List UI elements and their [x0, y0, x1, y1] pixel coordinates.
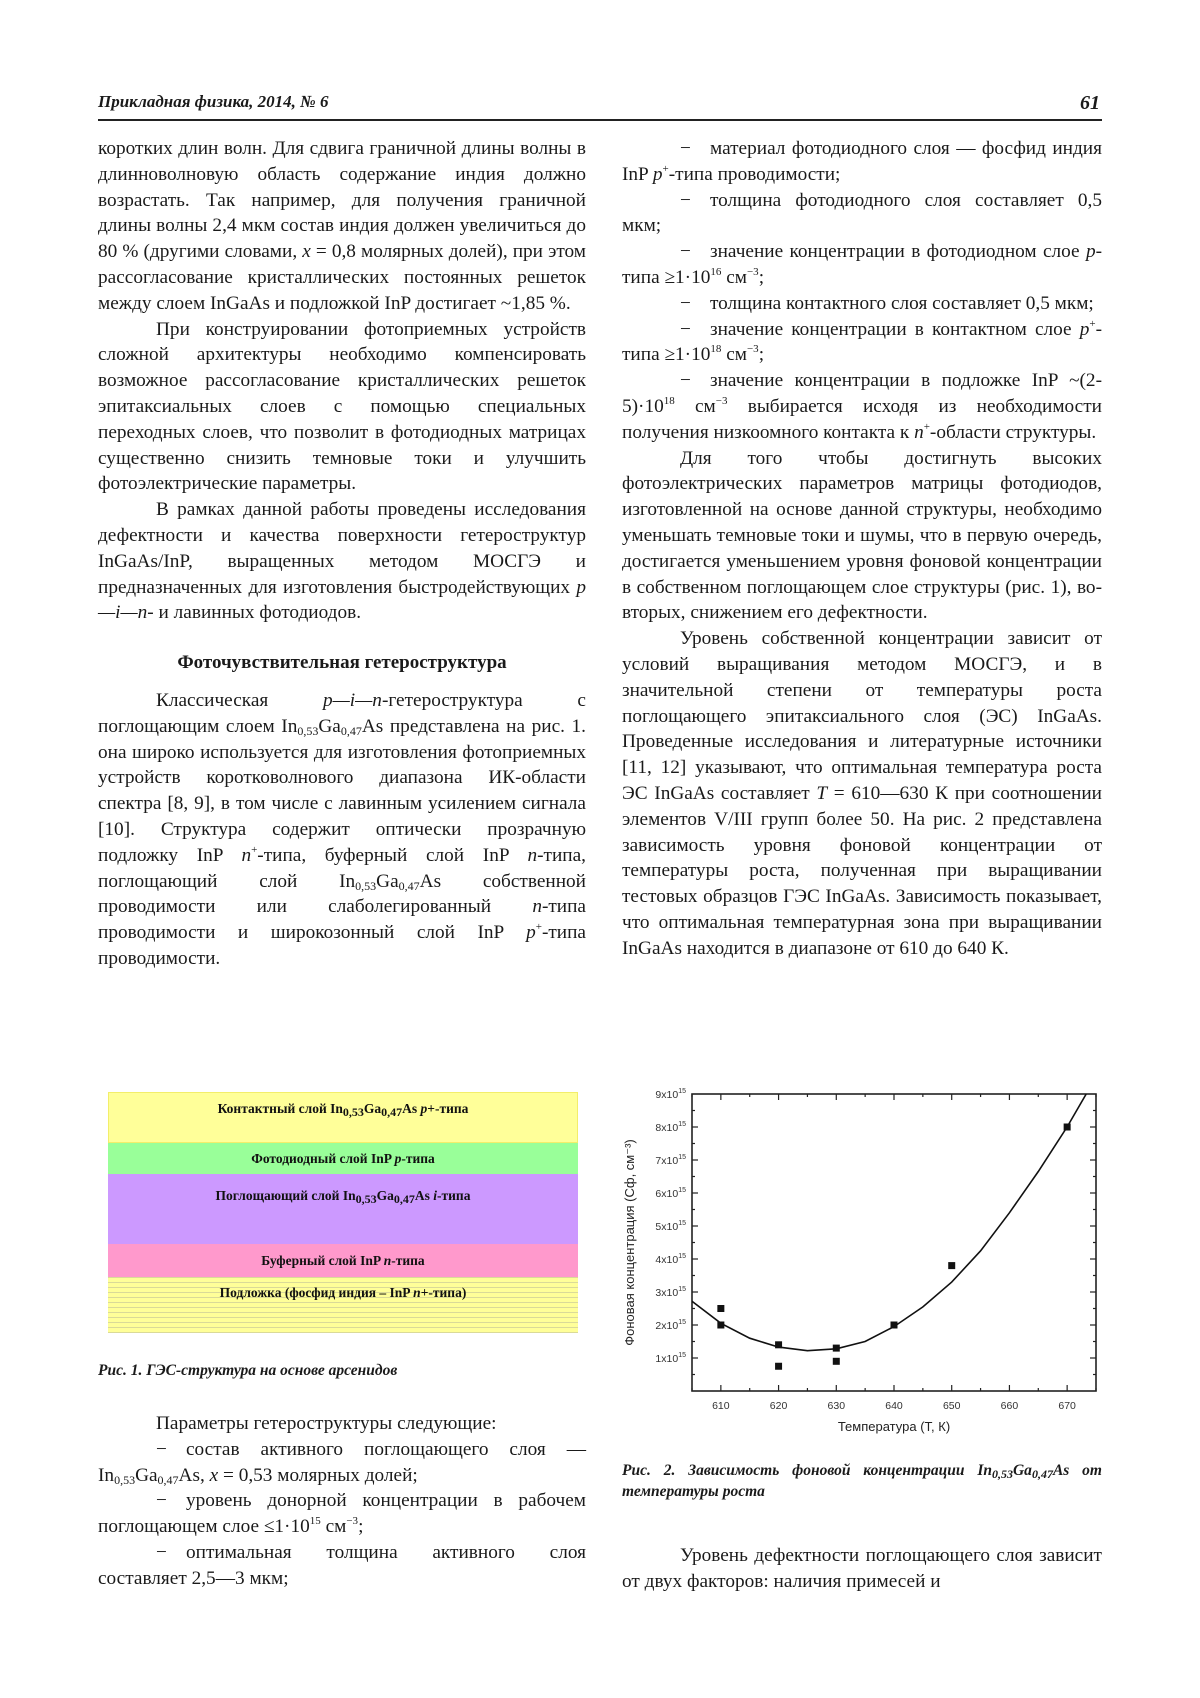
paragraph: Для того чтобы достигнуть высоких фотоэлектрических параметров матрицы фотодиодов, изготовленной на основе данной структуры, необходимо уменьшать темновые токи и шумы, что в первую очередь, достигается уменьшением уровня фоновой концентрации в собственном поглощающем слое структуры (рис. 1), во-вторых, снижением его дефектности.: [622, 447, 1102, 624]
x-tick-label: 610: [712, 1400, 730, 1412]
data-point: [717, 1305, 724, 1312]
layer-absorbing: Поглощающий слой $In_{0,53}Ga_{0,47}As$ i-типа: [108, 1174, 578, 1244]
data-point: [833, 1345, 840, 1352]
y-tick-label: $2x10^{15}$: [655, 1319, 686, 1332]
left-column: [98, 136, 586, 972]
page-number: 61: [1080, 92, 1100, 114]
y-tick-label: $3x10^{15}$: [655, 1286, 686, 1299]
data-point: [948, 1262, 955, 1269]
paragraph: При конструировании фотоприемных устройств сложной архитектуры необходимо компенсировать возможное рассогласование кристаллических решеток эпитаксиальных слоев с помощью специальных переходных слоев, что позволит в фотодиодных матрицах существенно снизить темновые токи и улучшить фотоэлектрические параметры.: [98, 318, 586, 495]
data-point: [717, 1322, 724, 1329]
data-point: [833, 1358, 840, 1365]
figure-2-chart: [600, 1080, 1120, 1440]
list-item: − уровень донорной концентрации в рабочем поглощающем слое $\le 1\cdot 10^{15}$ $см^{-3}$;: [98, 1490, 586, 1538]
fit-curve: [692, 1094, 1086, 1351]
y-tick-label: $7x10^{15}$: [655, 1154, 686, 1167]
layer-buffer: Буферный слой InP n-типа: [108, 1244, 578, 1277]
right-column: [622, 136, 1102, 962]
paragraph: Уровень дефектности поглощающего слоя зависит от двух факторов: наличия примесей и: [622, 1545, 1102, 1592]
scatter-plot: [600, 1080, 1120, 1440]
x-tick-label: 660: [1000, 1400, 1019, 1412]
y-axis-label: Фоновая концентрация (Cф, см⁻³): [622, 1139, 637, 1346]
x-tick-label: 670: [1058, 1400, 1076, 1412]
x-axis-label: Температура (T, К): [837, 1419, 951, 1434]
list-item: − толщина контактного слоя составляет 0,5 мкм;: [680, 292, 1094, 314]
right-column-bottom: [622, 1543, 1102, 1595]
x-tick-label: 640: [885, 1400, 903, 1412]
figure-1-layer-diagram: [108, 1092, 578, 1333]
layer-contact: Контактный слой $In_{0,53}Ga_{0,47}As$ p+-типа: [108, 1092, 578, 1143]
data-point: [775, 1341, 782, 1348]
parameters-list: [98, 1411, 586, 1592]
journal-title: Прикладная физика, 2014, № 6: [98, 92, 329, 111]
paragraph: коротких длин волн. Для сдвига граничной длины волны в длинноволновую область содержание индия должно возрастать. Так например, для получения граничной длины волны 2,4 мкм состав индия должен увеличиться до 80 % (другими словами, x = 0,8 молярных долей), при этом рассогласование кристаллических постоянных решеток между слоем InGaAs и подложкой InP достигает ~1,85 %.: [98, 138, 586, 314]
layer-substrate: Подложка (фосфид индия – InP n+-типа): [108, 1277, 578, 1333]
paragraph: Уровень собственной концентрации зависит от условий выращивания методом МОСГЭ, и в значительной степени от температуры роста поглощающего эпитаксиального слоя (ЭС) InGaAs. Проведенные исследования и литературные источники [11, 12] указывают, что оптимальная температура роста ЭС InGaAs составляет T = 610—630 К при соотношении элементов V/III групп более 50. На рис. 2 представлена зависимость уровня фоновой концентрации от температуры роста, полученная при выращивании тестовых образцов ГЭС InGaAs. Зависимость показывает, что оптимальная температурная зона при выращивании InGaAs находится в диапазоне от 610 до 640 К.: [622, 628, 1102, 959]
paragraph: Классическая p—i—n-гетероструктура с поглощающим слоем $In_{0,53}Ga_{0,47}As$ представлена на рис. 1. она широко используется для изготовления фотоприемных устройств коротковолнового диапазона ИК-области спектра [8, 9], в том числе с лавинным усилением сигнала [10]. Структура содержит оптически прозрачную подложку InP n+-типа, буферный слой InP n-типа, поглощающий слой $In_{0,53}Ga_{0,47}As$ собственной проводимости или слаболегированный n-типа проводимости и широкозонный слой InP p+-типа проводимости.: [98, 689, 587, 969]
paragraph: В рамках данной работы проведены исследования дефектности и качества поверхности гетероструктур InGaAs/InP, выращенных методом МОСГЭ и предназначенных для изготовления быстродействующих p—i—n- и лавинных фотодиодов.: [98, 499, 586, 624]
list-item: − оптимальная толщина активного слоя составляет 2,5—3 мкм;: [98, 1541, 586, 1589]
list-item: − значение концентрации в контактном слое p+-типа $\ge 1\cdot 10^{18}$ $см^{-3}$;: [622, 317, 1102, 366]
x-tick-label: 620: [769, 1400, 788, 1412]
figure-1-caption: Рис. 1. ГЭС-структура на основе арсенидов: [98, 1362, 398, 1379]
y-tick-label: $9x10^{15}$: [655, 1088, 686, 1101]
figure-2-caption: Рис. 2. Зависимость фоновой концентрации $In_{0,53}Ga_{0,47}As$ от температуры роста: [622, 1462, 1102, 1500]
data-point: [891, 1322, 898, 1329]
header-rule: [98, 119, 1102, 121]
list-item: − толщина фотодиодного слоя составляет 0,5 мкм;: [622, 189, 1102, 237]
list-item: − материал фотодиодного слоя — фосфид индия InP p+-типа проводимости;: [622, 138, 1102, 185]
y-tick-label: $8x10^{15}$: [655, 1121, 686, 1134]
y-tick-label: $1x10^{15}$: [655, 1352, 686, 1365]
plot-frame: [692, 1094, 1096, 1391]
y-tick-label: $6x10^{15}$: [655, 1187, 686, 1200]
list-item: − состав активного поглощающего слоя — $In_{0,53}Ga_{0,47}As$, x = 0,53 молярных долей;: [98, 1438, 586, 1487]
data-point: [775, 1363, 782, 1370]
data-point: [1064, 1124, 1071, 1131]
running-header: [98, 92, 1100, 118]
y-tick-label: $4x10^{15}$: [655, 1253, 686, 1266]
list-item: − значение концентрации в фотодиодном слое p-типа $\ge 1\cdot 10^{16}$ $см^{-3}$;: [622, 241, 1102, 288]
section-heading: Фоточувствительная гетероструктура: [177, 652, 507, 674]
x-tick-label: 650: [942, 1400, 961, 1412]
layer-photodiode: Фотодиодный слой InP p-типа: [108, 1143, 578, 1174]
list-intro: Параметры гетероструктуры следующие:: [156, 1413, 497, 1434]
y-tick-label: $5x10^{15}$: [655, 1220, 686, 1233]
x-tick-label: 630: [827, 1400, 846, 1412]
list-item: − значение концентрации в подложке InP $\sim(2-5)\cdot 10^{18}$ $см^{-3}$ выбирается исходя из необходимости получения низкоомного контакта к n+-области структуры.: [622, 370, 1102, 443]
